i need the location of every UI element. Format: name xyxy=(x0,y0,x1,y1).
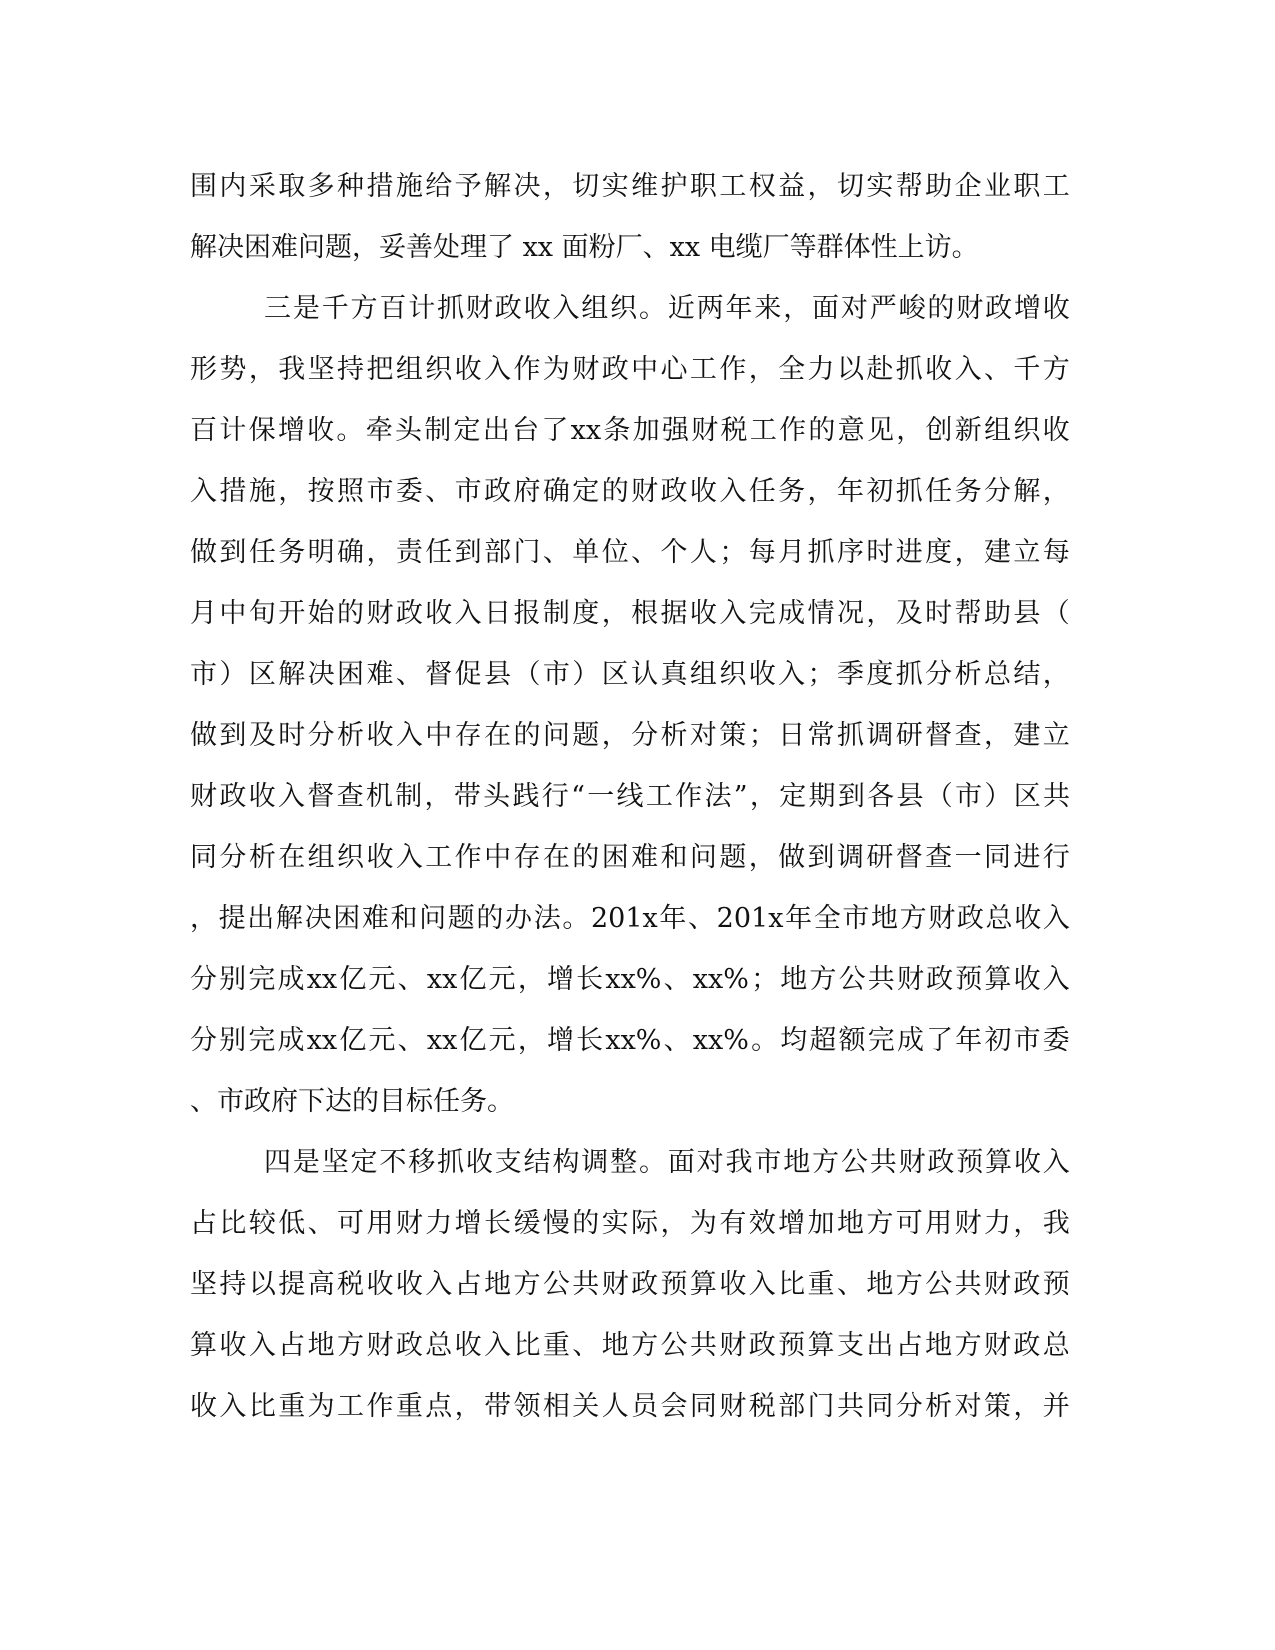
text-line: 月 中 旬 开 始 的 财 政 收 入 日 报 制 度 ， 根 据 收 入 完 成 情 况 ， 及 时 帮 助 县 （ xyxy=(190,598,1070,629)
text-line: 算 收 入 占 地 方 财 政 总 收 入 比 重 、 地 方 公 共 财 政 预 算 支 出 占 地 方 财 政 总 xyxy=(190,1330,1070,1361)
text-line: 四 是 坚 定 不 移 抓 收 支 结 构 调 整 。 面 对 我 市 地 方 公 共 财 政 预 算 收 入 xyxy=(264,1147,1070,1178)
body-text xyxy=(190,156,1070,1437)
text-line: 同 分 析 在 组 织 收 入 工 作 中 存 在 的 困 难 和 问 题 ， 做 到 调 研 督 查 一 同 进 行 xyxy=(190,842,1070,873)
text-line: 百 计 保 增 收 。 牵 头 制 定 出 台 了 xx 条 加 强 财 税 工 作 的 意 见 ， 创 新 组 织 收 xyxy=(190,415,1070,446)
text-line: 坚 持 以 提 高 税 收 收 入 占 地 方 公 共 财 政 预 算 收 入 比 重 、 地 方 公 共 财 政 预 xyxy=(190,1269,1070,1300)
text-line: 占 比 较 低 、 可 用 财 力 增 长 缓 慢 的 实 际 ， 为 有 效 增 加 地 方 可 用 财 力 ， 我 xyxy=(190,1208,1070,1239)
text-line: 分 别 完 成 xx 亿 元 、 xx 亿 元 ， 增 长 xx% 、 xx% ； 地 方 公 共 财 政 预 算 收 入 xyxy=(190,964,1070,995)
text-line: 形 势 ， 我 坚 持 把 组 织 收 入 作 为 财 政 中 心 工 作 ， 全 力 以 赴 抓 收 入 、 千 方 xyxy=(190,354,1070,385)
text-line: 做 到 任 务 明 确 ， 责 任 到 部 门 、 单 位 、 个 人 ； 每 月 抓 序 时 进 度 ， 建 立 每 xyxy=(190,537,1070,568)
text-line: 解决困难问题，妥善处理了 xx 面粉厂、xx 电缆厂等群体性上访。 xyxy=(190,232,979,263)
text-line: ， 提 出 解 决 困 难 和 问 题 的 办 法 。 201x 年 、 201x 年 全 市 地 方 财 政 总 收 入 xyxy=(190,903,1070,934)
text-line: 分 别 完 成 xx 亿 元 、 xx 亿 元 ， 增 长 xx% 、 xx% 。 均 超 额 完 成 了 年 初 市 委 xyxy=(190,1025,1070,1056)
text-line: 做 到 及 时 分 析 收 入 中 存 在 的 问 题 ， 分 析 对 策 ； 日 常 抓 调 研 督 查 ， 建 立 xyxy=(190,720,1070,751)
text-line: 、市政府下达的目标任务。 xyxy=(190,1086,514,1117)
text-line: 围 内 采 取 多 种 措 施 给 予 解 决 ， 切 实 维 护 职 工 权 益 ， 切 实 帮 助 企 业 职 工 xyxy=(190,171,1070,202)
text-line: 市 ） 区 解 决 困 难 、 督 促 县 （ 市 ） 区 认 真 组 织 收 入 ； 季 度 抓 分 析 总 结 ， xyxy=(190,659,1070,690)
text-line: 收 入 比 重 为 工 作 重 点 ， 带 领 相 关 人 员 会 同 财 税 部 门 共 同 分 析 对 策 ， 并 xyxy=(190,1391,1070,1422)
text-line: 财 政 收 入 督 查 机 制 ， 带 头 践 行 “ 一 线 工 作 法 ” ， 定 期 到 各 县 （ 市 ） 区 共 xyxy=(190,781,1070,812)
text-line: 入 措 施 ， 按 照 市 委 、 市 政 府 确 定 的 财 政 收 入 任 务 ， 年 初 抓 任 务 分 解 ， xyxy=(190,476,1070,507)
text-line: 三 是 千 方 百 计 抓 财 政 收 入 组 织 。 近 两 年 来 ， 面 对 严 峻 的 财 政 增 收 xyxy=(264,293,1070,324)
